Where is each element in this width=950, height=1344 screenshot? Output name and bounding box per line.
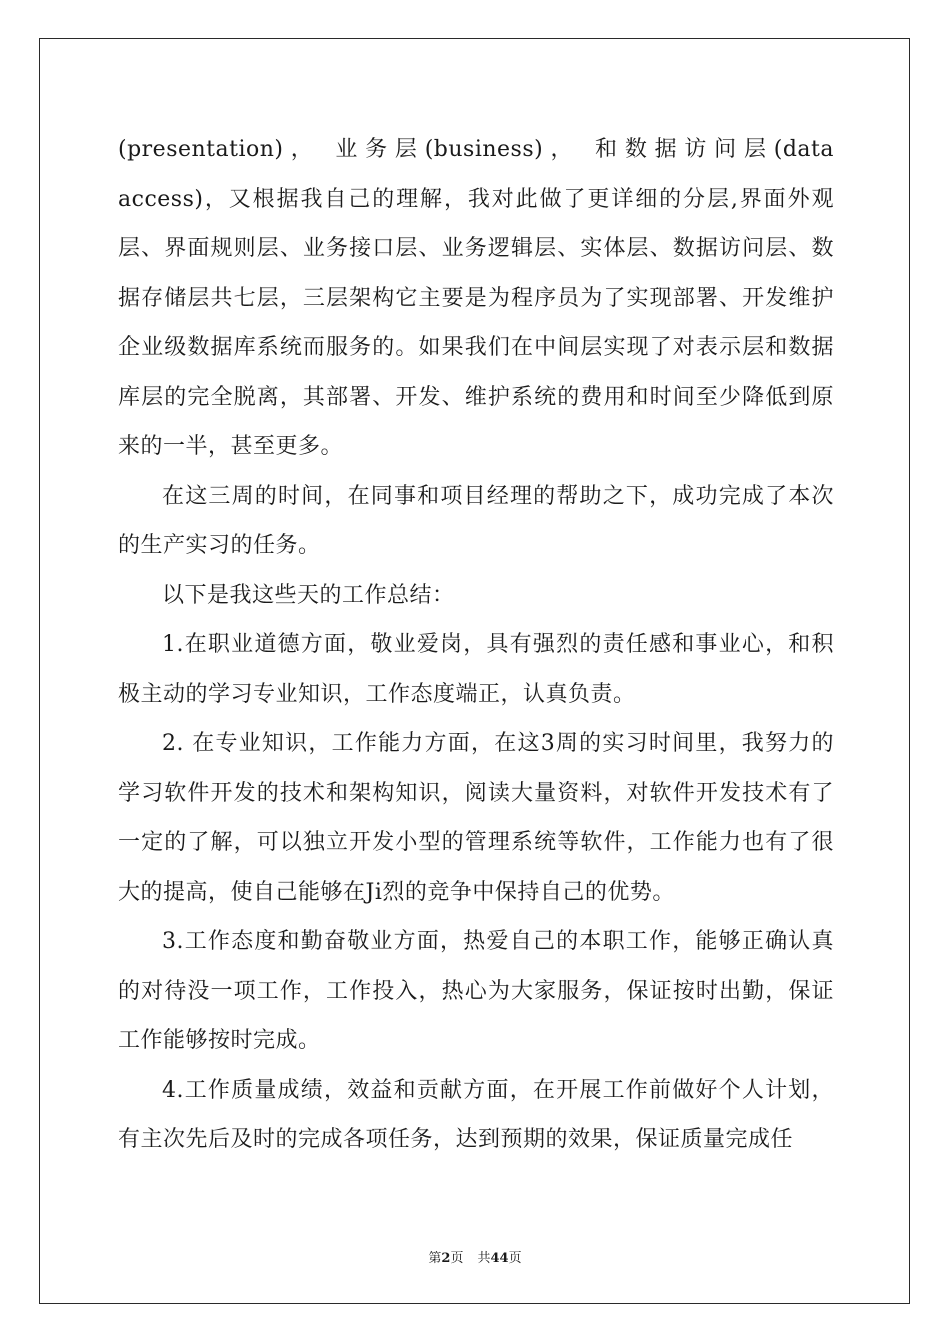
total-prefix: 共: [477, 1251, 491, 1266]
page-number: 2: [441, 1251, 451, 1266]
paragraph-7: 4.工作质量成绩，效益和贡献方面，在开展工作前做好个人计划，有主次先后及时的完成各项任务，达到预期的效果，保证质量完成任: [118, 1077, 834, 1152]
paragraph-2: 在这三周的时间，在同事和项目经理的帮助之下，成功完成了本次的生产实习的任务。: [118, 483, 834, 558]
page-footer: [0, 1247, 950, 1266]
total-pages: 44: [490, 1251, 509, 1266]
paragraph-6: 3.工作态度和勤奋敬业方面，热爱自己的本职工作，能够正确认真的对待没一项工作，工作投入，热心为大家服务，保证按时出勤，保证工作能够按时完成。: [118, 929, 834, 1053]
paragraph-3: 以下是我这些天的工作总结：: [162, 582, 455, 608]
page-suffix: 页: [450, 1251, 464, 1266]
document-body: [118, 125, 834, 1165]
paragraph-5: 2. 在专业知识，工作能力方面，在这3周的实习时间里，我努力的学习软件开发的技术和架构知识，阅读大量资料，对软件开发技术有了一定的了解，可以独立开发小型的管理系统等软件，工作能力也有了很大的提高，使自己能够在Ji烈的竞争中保持自己的优势。: [118, 731, 834, 905]
total-suffix: 页: [508, 1251, 522, 1266]
paragraph-1: (presentation)， 业务层(business)， 和数据访问层(data access)，又根据我自己的理解，我对此做了更详细的分层,界面外观层、界面规则层、业务接口层、业务逻辑层、实体层、数据访问层、数据存储层共七层，三层架构它主要是为程序员为了实现部署、开发维护企业级数据库系统而服务的。如果我们在中间层实现了对表示层和数据库层的完全脱离，其部署、开发、维护系统的费用和时间至少降低到原来的一半，甚至更多。: [118, 137, 834, 459]
paragraph-4: 1.在职业道德方面，敬业爱岗，具有强烈的责任感和事业心，和积极主动的学习专业知识，工作态度端正，认真负责。: [118, 632, 834, 707]
page-prefix: 第: [428, 1251, 442, 1266]
